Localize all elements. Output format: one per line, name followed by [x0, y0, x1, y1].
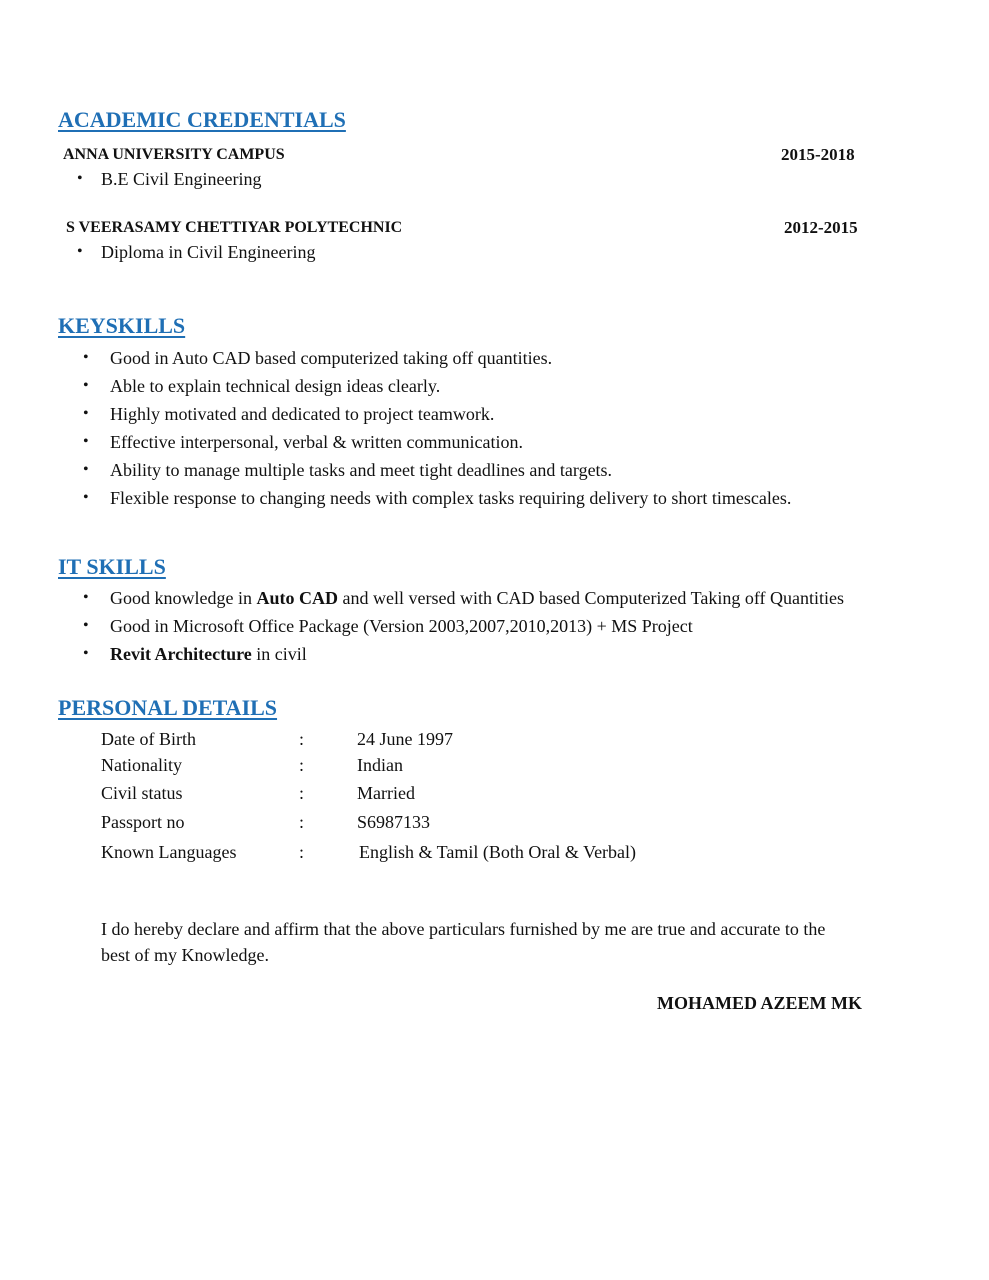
bullet-icon: • — [83, 405, 89, 422]
itskill-item — [110, 644, 307, 665]
keyskill-item: Good in Auto CAD based computerized taking off quantities. — [110, 348, 553, 368]
personal-separator: : — [299, 755, 305, 775]
personal-label: Date of Birth — [101, 729, 196, 749]
institution-name: ANNA UNIVERSITY CAMPUS — [63, 146, 285, 163]
keyskill-item: Flexible response to changing needs with complex tasks requiring delivery to short timescales. — [110, 488, 792, 508]
keyskill-item: Highly motivated and dedicated to project teamwork. — [110, 404, 495, 424]
personal-label: Known Languages — [101, 842, 237, 862]
keyskill-item: Able to explain technical design ideas clearly. — [110, 376, 441, 396]
bullet-icon: • — [83, 489, 89, 506]
itskill-text: Good knowledge in — [110, 588, 257, 608]
keyskill-item: Effective interpersonal, verbal & written communication. — [110, 432, 524, 452]
itskill-bold-text: Revit Architecture — [110, 644, 252, 664]
bullet-icon: • — [77, 243, 83, 260]
bullet-icon: • — [83, 461, 89, 478]
itskill-item: Good in Microsoft Office Package (Version 2003,2007,2010,2013) + MS Project — [110, 616, 693, 636]
academic-heading: ACADEMIC CREDENTIALS — [58, 107, 346, 132]
bullet-icon: • — [83, 377, 89, 394]
bullet-icon: • — [83, 617, 89, 634]
personal-value: Married — [357, 783, 415, 803]
itskill-item — [110, 588, 844, 609]
degree-text: B.E Civil Engineering — [101, 169, 262, 189]
itskills-heading: IT SKILLS — [58, 554, 166, 579]
personal-separator: : — [299, 812, 305, 832]
keyskill-item: Ability to manage multiple tasks and meet tight deadlines and targets. — [110, 460, 613, 480]
personal-label: Passport no — [101, 812, 185, 832]
itskill-text: in civil — [251, 644, 307, 664]
itskill-bold-text: Auto CAD — [256, 588, 338, 608]
personal-value: S6987133 — [357, 812, 431, 832]
bullet-icon: • — [83, 349, 89, 366]
institution-name: S VEERASAMY CHETTIYAR POLYTECHNIC — [66, 219, 403, 236]
bullet-icon: • — [83, 645, 89, 662]
personal-value: Indian — [357, 755, 403, 775]
bullet-icon: • — [83, 589, 89, 606]
personal-label: Nationality — [101, 755, 182, 775]
signature-name: MOHAMED AZEEM MK — [657, 993, 862, 1013]
keyskills-heading: KEYSKILLS — [58, 313, 186, 338]
personal-separator: : — [299, 783, 305, 803]
bullet-icon: • — [77, 170, 83, 187]
personal-value: English & Tamil (Both Oral & Verbal) — [359, 842, 637, 862]
institution-years: 2012-2015 — [784, 218, 858, 237]
personal-separator: : — [299, 729, 305, 749]
declaration-line: best of my Knowledge. — [101, 945, 269, 965]
institution-years: 2015-2018 — [781, 145, 855, 164]
personal-separator: : — [299, 842, 305, 862]
degree-text: Diploma in Civil Engineering — [101, 242, 316, 262]
itskill-text: and well versed with CAD based Computerized Taking off Quantities — [338, 588, 844, 608]
declaration-line: I do hereby declare and affirm that the above particulars furnished by me are true and accurate to the — [101, 919, 826, 939]
personal-heading: PERSONAL DETAILS — [58, 695, 278, 720]
personal-label: Civil status — [101, 783, 183, 803]
bullet-icon: • — [83, 433, 89, 450]
personal-value: 24 June 1997 — [357, 729, 453, 749]
